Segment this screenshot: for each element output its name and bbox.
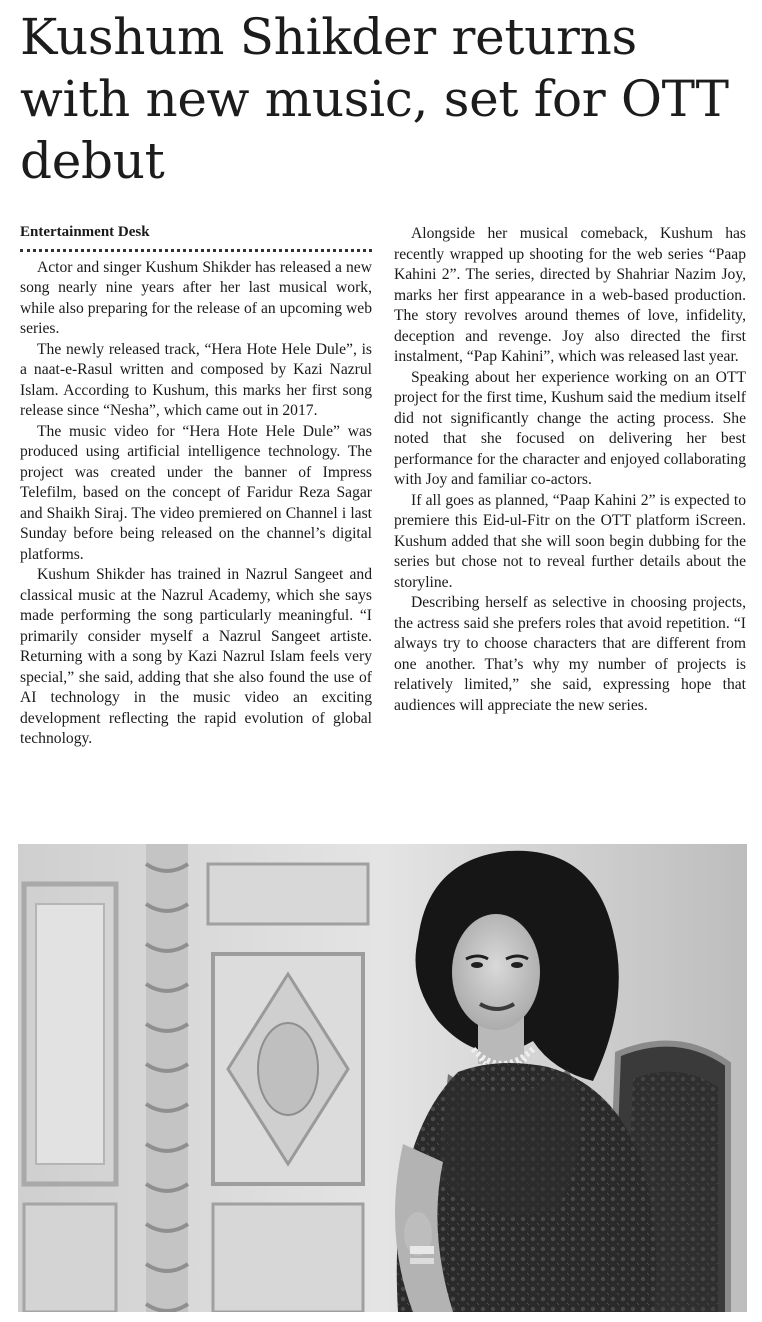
article-column-right <box>394 224 746 716</box>
paragraph: Alongside her musical comeback, Kushum has recently wrapped up shooting for the web series “Paap Kahini 2”. The series, directed by Shahriar Nazim Joy, marks her first appearance in a web-based production. The story revolves around themes of love, infidelity, deception and revenge. Joy also directed the first instalment, “Pap Kahini”, which was released last year. <box>394 225 746 365</box>
byline: Entertainment Desk <box>20 222 372 252</box>
paragraph: Actor and singer Kushum Shikder has released a new song nearly nine years after her last musical work, while also preparing for the release of an upcoming web series. <box>20 258 372 337</box>
portrait-illustration <box>18 844 747 1312</box>
paragraph: If all goes as planned, “Paap Kahini 2” is expected to premiere this Eid-ul-Fitr on the OTT platform iScreen. Kushum added that she will soon begin dubbing for the series but chose not to reveal further details about the storyline. <box>394 491 746 591</box>
paragraph: The newly released track, “Hera Hote Hele Dule”, is a naat-e-Rasul written and composed by Kazi Nazrul Islam. According to Kushum, this marks her first song release since “Nesha”, which came out in 2017. <box>20 340 372 419</box>
paragraph: Kushum Shikder has trained in Nazrul Sangeet and classical music at the Nazrul Academy, which she says made performing the song particularly meaningful. “I primarily consider myself a Nazrul Sangeet artiste. Returning with a song by Kazi Nazrul Islam feels very special,” she said, adding that she also found the use of AI technology in the music video an exciting development reflecting the rapid evolution of global technology. <box>20 566 372 747</box>
headline: Kushum Shikder returns with new music, set for OTT debut <box>20 8 729 190</box>
article-column-left <box>20 222 372 750</box>
paragraph: Describing herself as selective in choosing projects, the actress said she prefers roles that avoid repetition. “I always try to choose characters that are different from one another. That’s why my number of projects is relatively limited,” she said, expressing hope that audiences will appreciate the new series. <box>394 594 746 714</box>
paragraph: The music video for “Hera Hote Hele Dule” was produced using artificial intelligence technology. The project was created under the banner of Impress Telefilm, based on the concept of Faridur Reza Sagar and Shaikh Siraj. The video premiered on Channel i last Sunday before being released on the channel’s digital platforms. <box>20 422 372 563</box>
paragraph: Speaking about her experience working on an OTT project for the first time, Kushum said the medium itself did not significantly change the acting process. She noted that she focused on delivering her best performance for the character and enjoyed collaborating with Joy and familiar co-actors. <box>394 368 746 488</box>
article-photo <box>18 844 747 1312</box>
